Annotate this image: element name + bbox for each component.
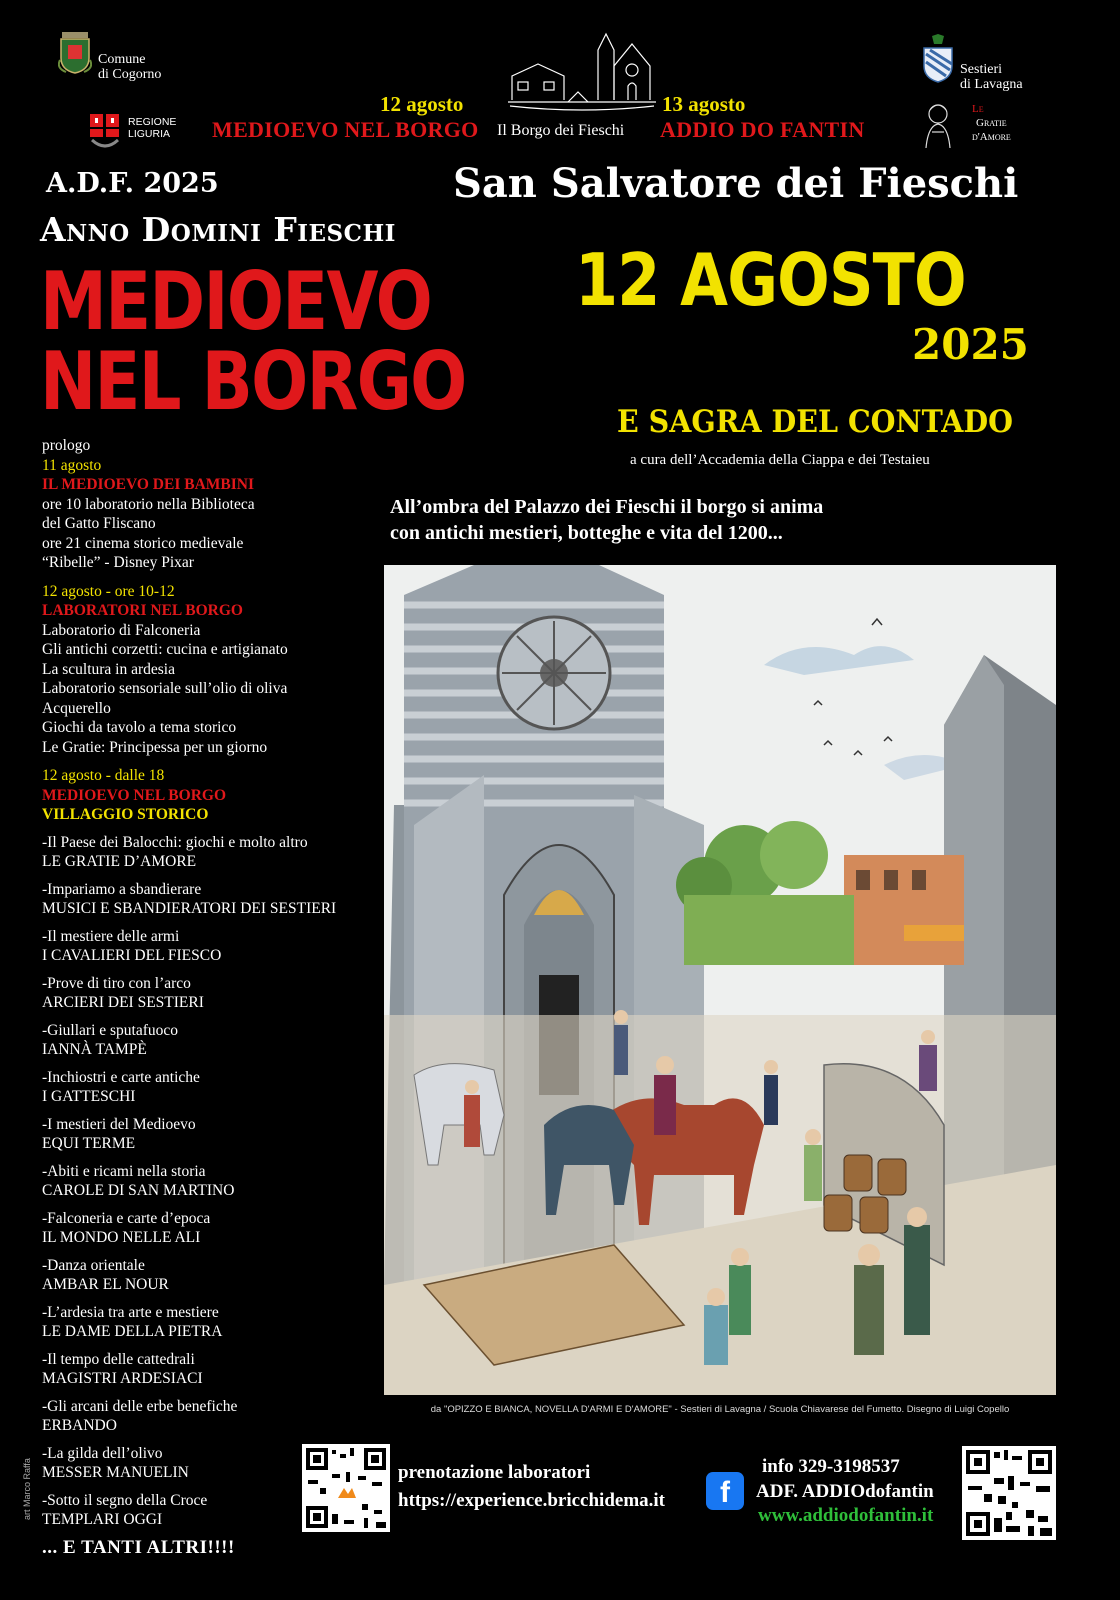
sestieri-line1: Sestieri xyxy=(960,62,1002,77)
day1-item: del Gatto Fliscano xyxy=(42,515,156,532)
borgo-date: 12 agosto - dalle 18 xyxy=(42,767,165,784)
borgo-sketch xyxy=(508,30,658,124)
lab-item: La scultura in ardesia xyxy=(42,660,175,678)
gratie-line2: Gratie xyxy=(976,117,1007,129)
activity-organizer: LE GRATIE D’AMORE xyxy=(42,853,197,870)
lab-title: LABORATORI NEL BORGO xyxy=(42,602,243,619)
booking-url[interactable]: https://experience.bricchidema.it xyxy=(398,1490,666,1511)
qr-code-icon xyxy=(302,1444,390,1532)
activity-organizer: MUSICI E SBANDIERATORI DEI SESTIERI xyxy=(42,900,337,917)
lab-item: Le Gratie: Principessa per un giorno xyxy=(42,738,268,756)
activity-organizer: I GATTESCHI xyxy=(42,1088,136,1105)
regione-line2: LIGURIA xyxy=(128,128,171,140)
activity-name: -Danza orientale xyxy=(42,1256,145,1274)
intro-line2: con antichi mestieri, botteghe e vita del 1200... xyxy=(390,522,783,544)
info-phone: info 329-3198537 xyxy=(762,1456,900,1477)
website-link[interactable]: www.addiodofantin.it xyxy=(758,1505,934,1526)
activity-item xyxy=(42,880,382,919)
activity-organizer: MESSER MANUELIN xyxy=(42,1464,189,1481)
activity-organizer: TEMPLARI OGGI xyxy=(42,1511,163,1528)
activity-name: -Il Paese dei Balocchi: giochi e molto altro xyxy=(42,833,308,851)
activity-name: -Gli arcani delle erbe benefiche xyxy=(42,1397,238,1415)
activity-name: -Prove di tiro con l’arco xyxy=(42,974,191,992)
activity-item xyxy=(42,1303,382,1342)
town-name: San Salvatore dei Fieschi xyxy=(453,160,1019,207)
activity-organizer: MAGISTRI ARDESIACI xyxy=(42,1370,203,1387)
activity-item xyxy=(42,1068,382,1107)
illustration-caption: da "OPIZZO E BIANCA, NOVELLA D'ARMI E D'AMORE" - Sestieri di Lavagna / Scuola Chiavarese del Fumetto. Disegno di Luigi Copello xyxy=(430,1404,1010,1415)
header-date-left: 12 agosto xyxy=(380,92,464,116)
closing-text: ... E TANTI ALTRI!!!! xyxy=(42,1536,235,1558)
activity-item xyxy=(42,974,382,1013)
borgo-title: MEDIOEVO NEL BORGO xyxy=(42,786,226,804)
medieval-village-illustration xyxy=(384,565,1056,1395)
booking-label: prenotazione laboratori xyxy=(398,1462,591,1483)
sestieri-crest-icon xyxy=(920,34,956,84)
activity-name: -I mestieri del Medioevo xyxy=(42,1115,196,1133)
activity-name: -Il tempo delle cattedrali xyxy=(42,1350,195,1368)
activity-name: -Falconeria e carte d’epoca xyxy=(42,1209,211,1227)
comune-logo xyxy=(58,30,92,78)
intro-line1: All’ombra del Palazzo dei Fieschi il borgo si anima xyxy=(390,496,824,518)
day1-title: IL MEDIOEVO DEI BAMBINI xyxy=(42,476,254,493)
booking-qr-code[interactable] xyxy=(302,1444,390,1532)
activity-name: -Inchiostri e carte antiche xyxy=(42,1068,200,1086)
activity-name: -Abiti e ricami nella storia xyxy=(42,1162,206,1180)
program-list xyxy=(42,436,382,1557)
activity-organizer: IL MONDO NELLE ALI xyxy=(42,1229,201,1246)
gratie-line1: Le xyxy=(972,103,984,115)
organizer-credit: a cura dell’Accademia della Ciappa e dei Testaieu xyxy=(630,452,930,468)
borgo-subtitle: VILLAGGIO STORICO xyxy=(42,806,209,823)
lab-item: Acquerello xyxy=(42,699,111,717)
title-line1: MEDIOEVO xyxy=(40,255,432,348)
church-sketch-icon xyxy=(508,30,658,120)
activity-item xyxy=(42,833,382,872)
sagra-title: E SAGRA DEL CONTADO xyxy=(617,404,1013,440)
sestieri-line2: di Lavagna xyxy=(960,77,1023,92)
activity-item xyxy=(42,927,382,966)
day1-date: 11 agosto xyxy=(42,456,102,474)
day1-item: ore 10 laboratorio nella Biblioteca xyxy=(42,495,255,513)
lab-item: Giochi da tavolo a tema storico xyxy=(42,719,237,736)
activity-item xyxy=(42,1162,382,1201)
activity-organizer: LE DAME DELLA PIETRA xyxy=(42,1323,223,1340)
gratie-lady-icon xyxy=(918,100,958,150)
qr-code-icon xyxy=(962,1446,1056,1540)
comune-name xyxy=(98,52,161,82)
activity-item xyxy=(42,1115,382,1154)
header-center-label: Il Borgo dei Fieschi xyxy=(497,122,625,139)
illustration-drawing xyxy=(384,565,1056,1395)
regione-name xyxy=(128,116,176,140)
website-qr-code[interactable] xyxy=(962,1446,1056,1540)
activity-organizer: EQUI TERME xyxy=(42,1135,136,1152)
activity-name: -L’ardesia tra arte e mestiere xyxy=(42,1303,219,1321)
lab-item: Laboratorio sensoriale sull’olio di oliva xyxy=(42,680,288,697)
header-event-right: ADDIO DO FANTIN xyxy=(660,117,865,142)
activity-organizer: ARCIERI DEI SESTIERI xyxy=(42,994,204,1011)
comune-line1: Comune xyxy=(98,52,146,67)
regione-line1: REGIONE xyxy=(128,116,177,128)
gratie-name xyxy=(972,102,1011,144)
gratie-logo xyxy=(918,100,958,154)
activity-name: -Impariamo a sbandierare xyxy=(42,880,202,898)
activity-organizer: CAROLE DI SAN MARTINO xyxy=(42,1182,235,1199)
event-date: 12 AGOSTO xyxy=(575,238,966,322)
header-date-right: 13 agosto xyxy=(662,92,746,116)
activity-name: -Giullari e sputafuoco xyxy=(42,1021,179,1039)
facebook-page[interactable]: ADF. ADDIOdofantin xyxy=(756,1481,934,1502)
prologo-label: prologo xyxy=(42,437,91,454)
lab-item: Gli antichi corzetti: cucina e artigianato xyxy=(42,641,288,658)
adf-year: A.D.F. 2025 xyxy=(46,168,219,199)
regione-liguria-icon xyxy=(88,112,122,150)
event-year: 2025 xyxy=(912,320,1029,369)
intro-text xyxy=(390,494,823,546)
sestieri-logo xyxy=(920,34,956,88)
activity-name: -Il mestiere delle armi xyxy=(42,927,180,945)
regione-logo xyxy=(88,112,122,154)
lab-item: Laboratorio di Falconeria xyxy=(42,621,201,639)
day1-item: ore 21 cinema storico medievale xyxy=(42,534,244,552)
lab-date: 12 agosto - ore 10-12 xyxy=(42,582,175,600)
activity-item xyxy=(42,1350,382,1389)
activity-organizer: ERBANDO xyxy=(42,1417,117,1434)
comune-line2: di Cogorno xyxy=(98,67,162,82)
gratie-line3: d'Amore xyxy=(972,131,1011,143)
day1-item: “Ribelle” - Disney Pixar xyxy=(42,554,194,571)
activity-item xyxy=(42,1256,382,1295)
activity-organizer: AMBAR EL NOUR xyxy=(42,1276,169,1293)
activity-name: -Sotto il segno della Croce xyxy=(42,1491,208,1509)
header-event-left: MEDIOEVO NEL BORGO xyxy=(212,117,479,142)
activity-item xyxy=(42,1397,382,1436)
activity-organizer: I CAVALIERI DEL FIESCO xyxy=(42,947,222,964)
comune-crest-icon xyxy=(58,30,92,74)
activity-item xyxy=(42,1021,382,1060)
title-line2: NEL BORGO xyxy=(40,335,466,428)
activity-item xyxy=(42,1209,382,1248)
anno-domini-fieschi: Anno Domini Fieschi xyxy=(40,210,396,249)
activity-organizer: IANNÀ TAMPÈ xyxy=(42,1041,147,1058)
activity-name: -La gilda dell’olivo xyxy=(42,1444,163,1462)
art-credit: art Marco Raffa xyxy=(22,1458,32,1520)
sestieri-name xyxy=(960,62,1023,92)
facebook-icon[interactable]: f xyxy=(706,1472,744,1510)
